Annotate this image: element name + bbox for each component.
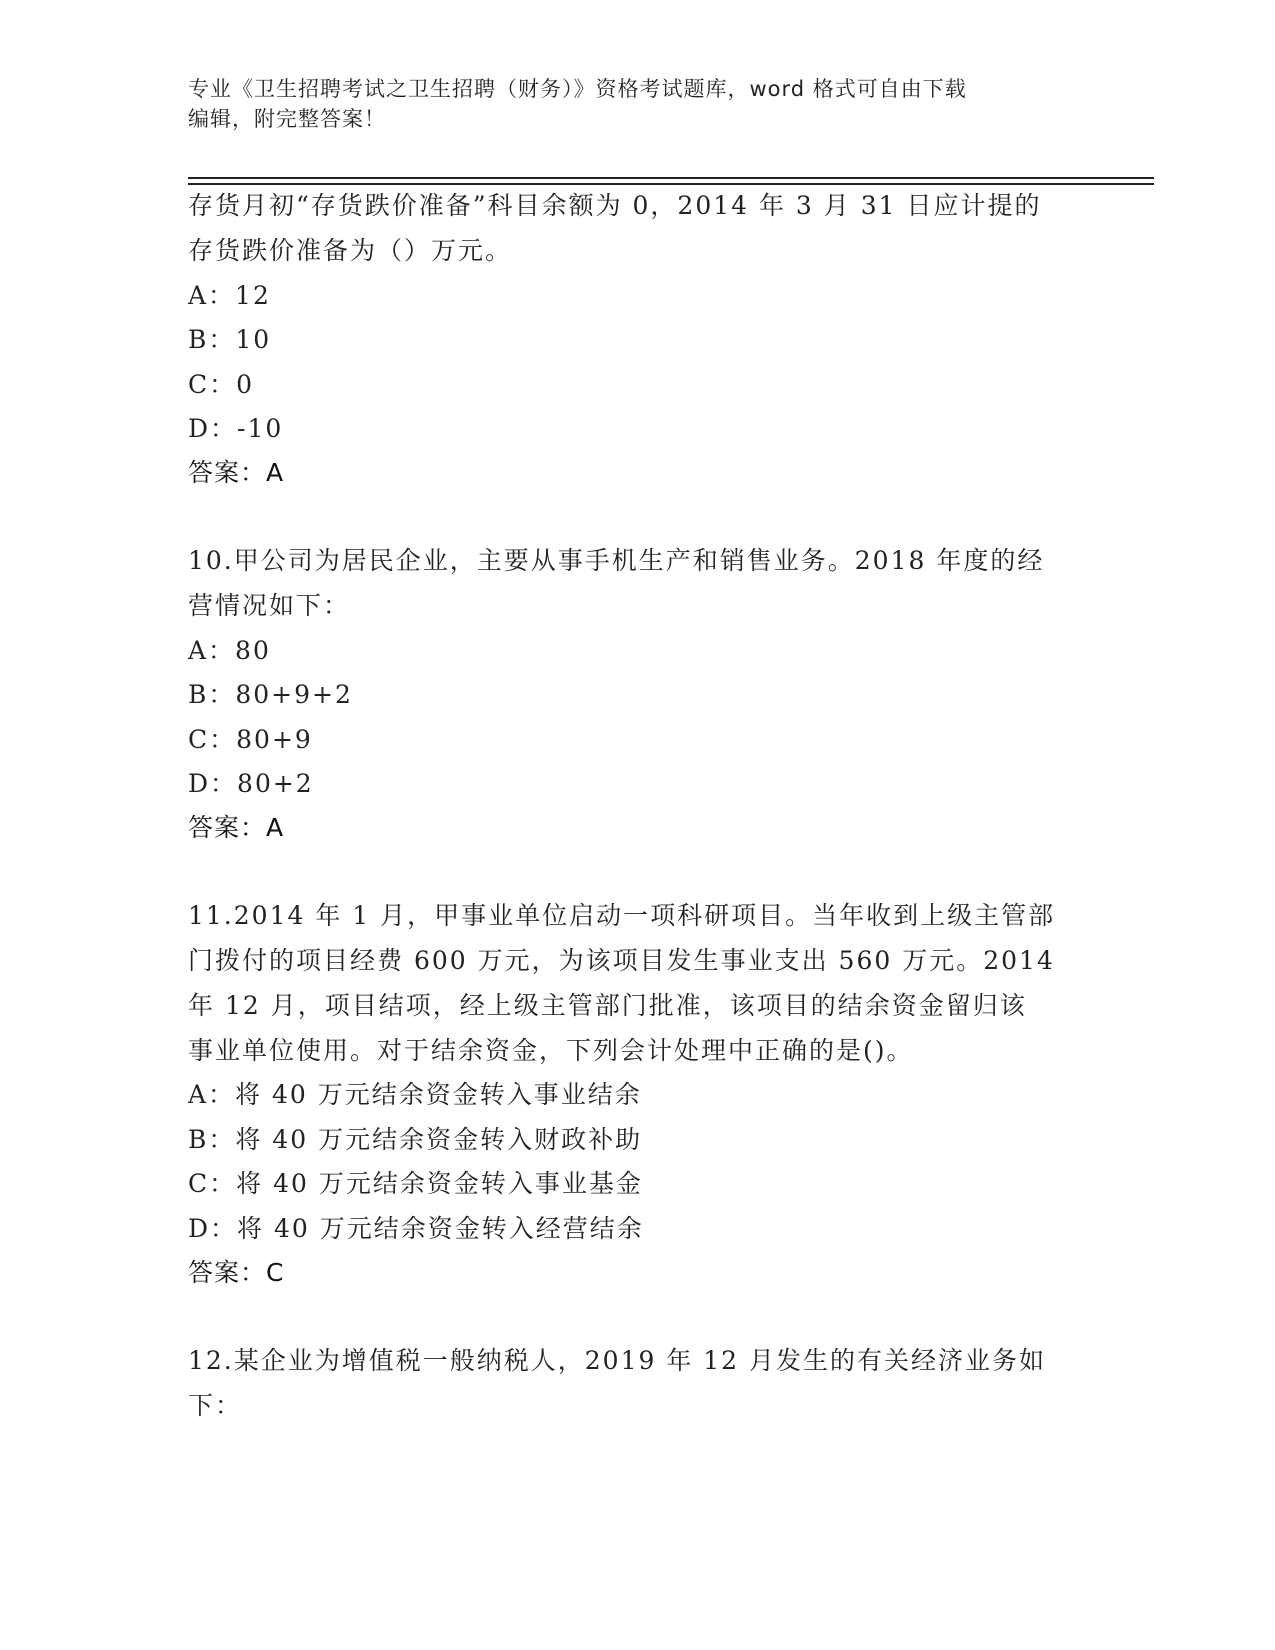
header-divider-top — [188, 177, 1154, 179]
option-a: A：将 40 万元结余资金转入事业结余 — [188, 1080, 642, 1109]
question-stem-line: 营情况如下： — [188, 591, 351, 620]
question-stem-line: 门拨付的项目经费 600 万元，为该项目发生事业支出 560 万元。2014 — [188, 946, 1055, 975]
option-c: C：80+9 — [188, 725, 313, 754]
option-b: B：10 — [188, 325, 272, 354]
question-stem-line: 存货月初“存货跌价准备”科目余额为 0，2014 年 3 月 31 日应计提的 — [188, 191, 1042, 220]
title-line-2: 编辑，附完整答案！ — [188, 107, 386, 131]
answer-label: 答案：A — [188, 813, 285, 842]
answer-label: 答案：A — [188, 458, 285, 487]
question-stem-line: 事业单位使用。对于结余资金，下列会计处理中正确的是()。 — [188, 1036, 914, 1065]
question-stem-line: 11.2014 年 1 月，甲事业单位启动一项科研项目。当年收到上级主管部 — [188, 901, 1056, 930]
header-divider-bottom — [188, 183, 1154, 185]
option-d: D：将 40 万元结余资金转入经营结余 — [188, 1214, 644, 1243]
option-a: A：80 — [188, 636, 271, 665]
question-stem-line: 存货跌价准备为（）万元。 — [188, 236, 513, 265]
option-d: D：80+2 — [188, 769, 314, 798]
question-stem-line: 年 12 月，项目结项，经上级主管部门批准，该项目的结余资金留归该 — [188, 991, 1027, 1020]
option-c: C：0 — [188, 370, 255, 399]
question-stem-line: 10.甲公司为居民企业，主要从事手机生产和销售业务。2018 年度的经 — [188, 546, 1045, 575]
title-line-1: 专业《卫生招聘考试之卫生招聘（财务）》资格考试题库，word 格式可自由下载 — [188, 77, 967, 101]
answer-label: 答案：C — [188, 1258, 285, 1287]
document-title — [188, 74, 1088, 134]
option-a: A：12 — [188, 281, 271, 310]
option-b: B：80+9+2 — [188, 680, 353, 709]
option-d: D：-10 — [188, 414, 284, 443]
question-stem-line: 下： — [188, 1391, 243, 1420]
question-stem-line: 12.某企业为增值税一般纳税人，2019 年 12 月发生的有关经济业务如 — [188, 1346, 1047, 1375]
option-c: C：将 40 万元结余资金转入事业基金 — [188, 1169, 643, 1198]
option-b: B：将 40 万元结余资金转入财政补助 — [188, 1125, 643, 1154]
